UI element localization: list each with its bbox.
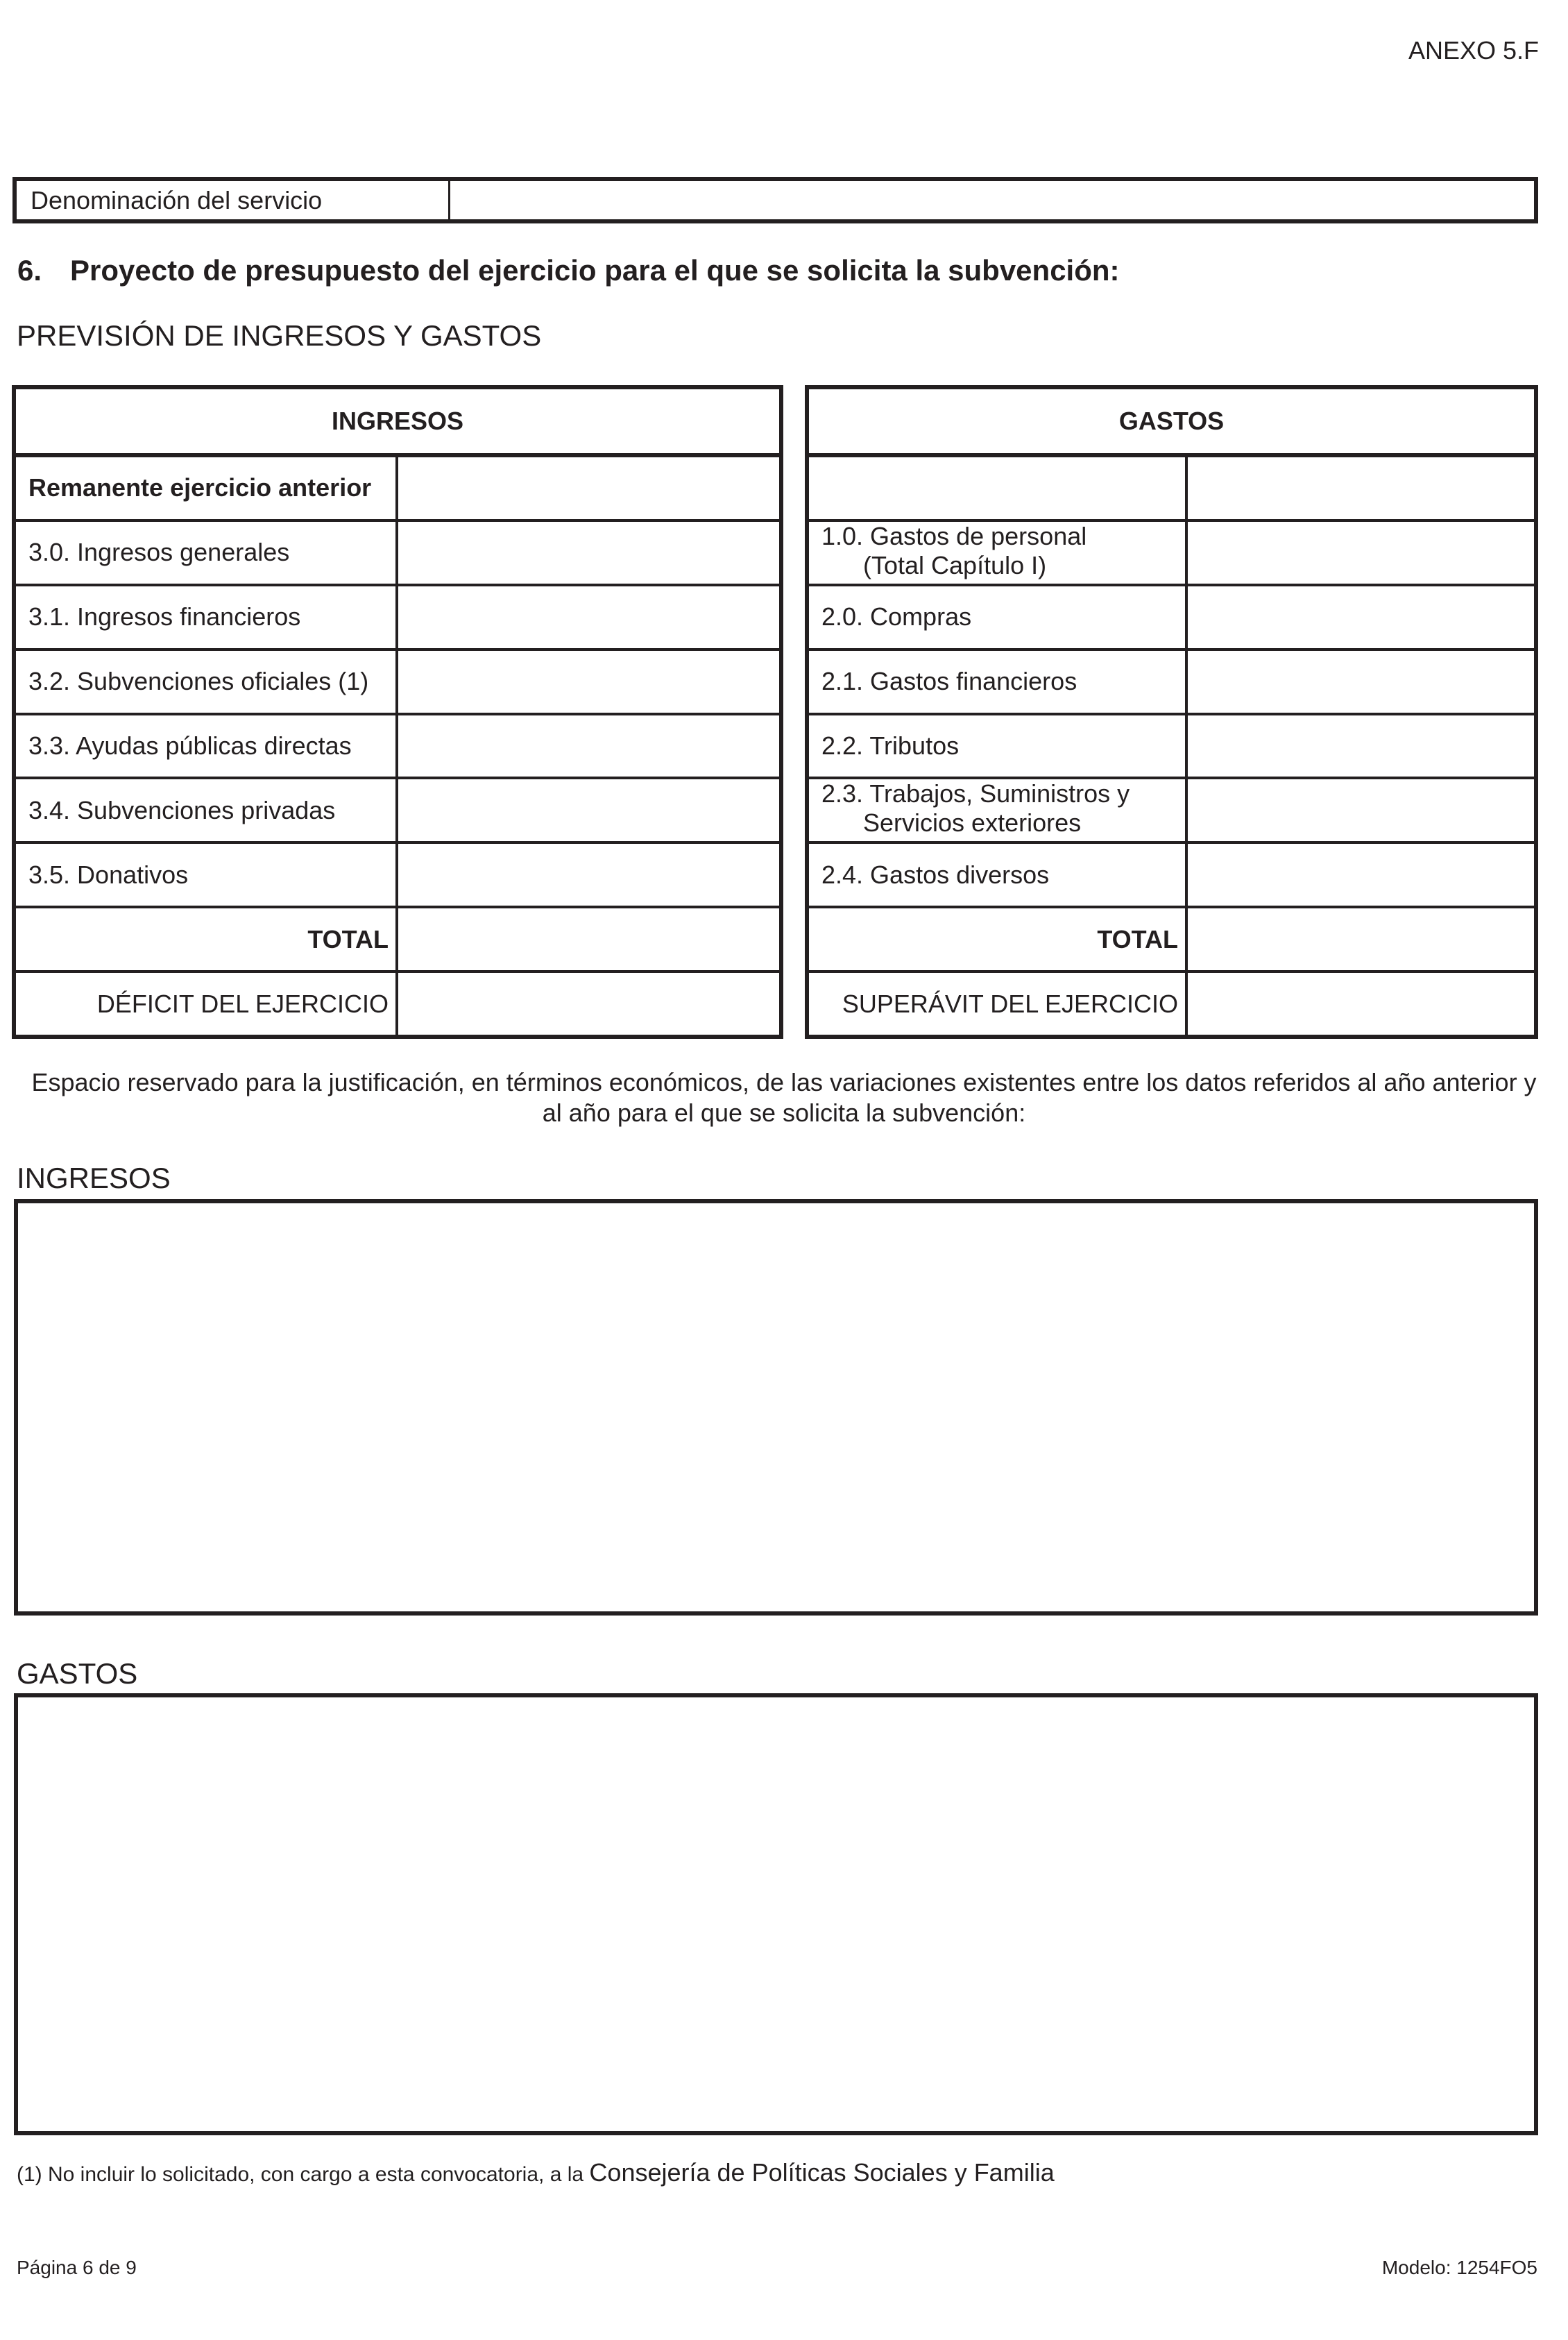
footnote [17,2158,1055,2187]
service-name-row [12,177,1538,223]
amount-field-total-ingresos[interactable] [398,908,779,970]
gastos-justification-label: GASTOS [17,1657,138,1690]
annex-label: ANEXO 5.F [1408,36,1539,65]
amount-field-ayudas-publicas[interactable] [398,715,779,777]
amount-field-blank[interactable] [1188,457,1534,519]
table-row [16,715,779,780]
amount-field-subvenciones-oficiales[interactable] [398,651,779,713]
justification-instructions: Espacio reservado para la justificación, en términos económicos, de las variaciones existentes entre los datos referidos al año anterior y al año para el que se solicita la subvención: [31,1068,1537,1127]
table-row [809,973,1534,1035]
amount-field-gastos-personal[interactable] [1188,522,1534,584]
table-row [809,908,1534,973]
row-label-line2: Servicios exteriores [863,808,1082,838]
table-row [16,908,779,973]
table-row [809,651,1534,715]
amount-field-compras[interactable] [1188,586,1534,648]
row-label: 3.1. Ingresos financieros [16,586,398,648]
gastos-table [805,385,1538,1039]
row-label: 3.3. Ayudas públicas directas [16,715,398,777]
footnote-text: (1) No incluir lo solicitado, con cargo a esta convocatoria, a la [17,2163,590,2186]
table-row [809,844,1534,908]
ingresos-table [12,385,783,1039]
section-number: 6. [17,254,42,287]
table-row [809,586,1534,651]
row-label-superavit: SUPERÁVIT DEL EJERCICIO [809,973,1188,1035]
row-label: 3.4. Subvenciones privadas [16,779,398,841]
amount-field-superavit[interactable] [1188,973,1534,1035]
row-label: 2.0. Compras [809,586,1188,648]
amount-field-subvenciones-privadas[interactable] [398,779,779,841]
table-row [809,779,1534,844]
service-name-field[interactable] [450,181,1534,219]
row-label: 3.2. Subvenciones oficiales (1) [16,651,398,713]
table-row [16,844,779,908]
ingresos-justification-textarea[interactable] [14,1199,1538,1616]
table-row [16,522,779,586]
row-label-deficit: DÉFICIT DEL EJERCICIO [16,973,398,1035]
gastos-justification-textarea[interactable] [14,1693,1538,2135]
amount-field-ingresos-generales[interactable] [398,522,779,584]
table-row [16,779,779,844]
table-row [809,715,1534,780]
amount-field-deficit[interactable] [398,973,779,1035]
table-row [16,586,779,651]
row-label [809,522,1188,584]
row-label: 3.0. Ingresos generales [16,522,398,584]
amount-field-remanente[interactable] [398,457,779,519]
row-label: 2.2. Tributos [809,715,1188,777]
model-code: Modelo: 1254FO5 [1381,2257,1537,2278]
table-row [16,973,779,1035]
table-row [809,457,1534,522]
table-row [16,457,779,522]
ingresos-table-header: INGRESOS [16,389,779,457]
row-label: Remanente ejercicio anterior [16,457,398,519]
amount-field-trabajos-suministros[interactable] [1188,779,1534,841]
section-subtitle: PREVISIÓN DE INGRESOS Y GASTOS [17,319,542,352]
section-title [17,254,1120,287]
row-label: 3.5. Donativos [16,844,398,906]
gastos-table-header: GASTOS [809,389,1534,457]
row-label [809,779,1188,841]
row-label: 2.4. Gastos diversos [809,844,1188,906]
footnote-department: Consejería de Políticas Sociales y Familia [589,2158,1055,2187]
amount-field-gastos-diversos[interactable] [1188,844,1534,906]
amount-field-tributos[interactable] [1188,715,1534,777]
ingresos-justification-label: INGRESOS [17,1162,171,1194]
page-number: Página 6 de 9 [17,2257,137,2278]
amount-field-gastos-financieros[interactable] [1188,651,1534,713]
row-label-total: TOTAL [809,908,1188,970]
row-label: 2.1. Gastos financieros [809,651,1188,713]
row-label-line1: 2.3. Trabajos, Suministros y [821,779,1130,808]
service-name-label: Denominación del servicio [17,181,450,219]
amount-field-total-gastos[interactable] [1188,908,1534,970]
row-label-line1: 1.0. Gastos de personal [821,521,1087,550]
row-label [809,457,1188,519]
table-row [16,651,779,715]
row-label-line2: (Total Capítulo I) [863,550,1047,579]
amount-field-donativos[interactable] [398,844,779,906]
row-label-total: TOTAL [16,908,398,970]
table-row [809,522,1534,586]
section-title-text: Proyecto de presupuesto del ejercicio para el que se solicita la subvención: [70,254,1120,287]
amount-field-ingresos-financieros[interactable] [398,586,779,648]
